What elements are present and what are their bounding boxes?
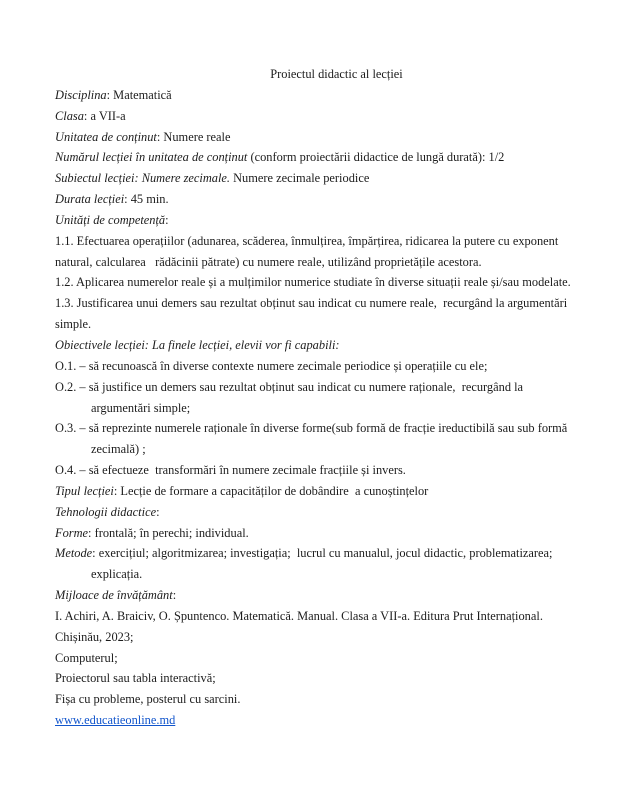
line-competenta-1-3-a (55, 293, 580, 314)
line-competenta-1-3-b (55, 314, 580, 335)
line-clasa (55, 106, 580, 127)
text-segment: (conform proiectării didactice de lungă durată): 1/2 (247, 150, 505, 165)
italic-text-segment: Durata lecției (55, 192, 125, 207)
line-obiectiv-1 (55, 356, 580, 377)
line-obiectiv-2-b (55, 398, 580, 419)
line-competenta-1-1-a (55, 231, 580, 252)
text-segment: Chișinău, 2023; (55, 629, 134, 644)
line-numarul-lectiei (55, 147, 580, 168)
text-segment: : Lecție de formare a capacităților de dobândire a cunoștințelor (113, 483, 429, 498)
italic-text-segment: Unitatea de conținut (55, 129, 157, 144)
line-mijloace (55, 585, 580, 606)
text-segment: O.3. – să reprezinte numerele raționale în diverse forme(sub formă de fracție ireductibilă sau sub formă (55, 421, 568, 436)
text-segment: : (172, 588, 177, 603)
italic-text-segment: Disciplina (55, 87, 107, 102)
text-segment: argumentări simple; (91, 400, 191, 415)
italic-text-segment: Obiectivele lecției: La finele lecției, elevii vor fi capabili: (55, 337, 340, 352)
text-segment: : exercițiul; algoritmizarea; investigația; lucrul cu manualul, jocul didactic, problematizarea; (92, 546, 553, 561)
text-segment: O.4. – să efectueze transformări în numere zecimale fracțiile și invers. (55, 463, 406, 478)
line-tipul-lectiei (55, 481, 580, 502)
text-segment: : frontală; în perechi; individual. (88, 525, 249, 540)
italic-text-segment: Forme (55, 525, 89, 540)
line-hyperlink (55, 710, 580, 731)
text-segment: O.2. – să justifice un demers sau rezultat obținut sau indicat cu numere raționale, recurgând la (55, 379, 524, 394)
italic-text-segment: Mijloace de învățământ (55, 588, 173, 603)
text-segment: natural, calcularea rădăcinii pătrate) cu numere reale, utilizând proprietățile acestora. (55, 254, 482, 269)
italic-text-segment: Tipul lecției (55, 483, 114, 498)
line-fisa (55, 689, 580, 710)
line-competenta-1-1-b (55, 252, 580, 273)
line-obiectivele-lectiei (55, 335, 580, 356)
italic-text-segment: Tehnologii didactice (55, 504, 157, 519)
line-tehnologii-didactice (55, 502, 580, 523)
text-segment: Computerul; (55, 650, 118, 665)
text-segment: : a VII-a (83, 108, 126, 123)
line-forme (55, 523, 580, 544)
line-durata-lectiei (55, 189, 580, 210)
text-segment: 1.1. Efectuarea operațiilor (adunarea, scăderea, înmulțirea, împărțirea, ridicarea la putere cu exponent (55, 233, 559, 248)
line-obiectiv-4 (55, 460, 580, 481)
italic-text-segment: Clasa (55, 108, 84, 123)
italic-text-segment: Unități de competență (55, 212, 166, 227)
text-segment: 1.3. Justificarea unui demers sau rezultat obținut sau indicat cu numere reale, recurgând la argumentări (55, 296, 568, 311)
text-segment: Proiectorul sau tabla interactivă; (55, 671, 216, 686)
line-competenta-1-2 (55, 272, 580, 293)
text-segment: I. Achiri, A. Braiciv, O. Șpuntenco. Matematică. Manual. Clasa a VII-a. Editura Prut Internațional. (55, 608, 543, 623)
text-segment: simple. (55, 317, 92, 332)
italic-text-segment: Subiectul lecției: Numere zecimale. (55, 171, 231, 186)
text-segment: Proiectul didactic al lecției (270, 67, 403, 81)
text-segment: : Numere reale (156, 129, 231, 144)
line-proiectorul (55, 668, 580, 689)
text-segment: explicația. (91, 567, 143, 582)
line-computerul (55, 648, 580, 669)
text-segment: zecimală) ; (91, 442, 146, 457)
line-metode-b (55, 564, 580, 585)
line-unitatea-de-continut (55, 127, 580, 148)
text-segment: 1.2. Aplicarea numerelor reale și a mulțimilor numerice studiate în diverse situații reale și/sau modelate. (55, 275, 571, 290)
text-segment: O.1. – să recunoască în diverse contexte numere zecimale periodice și operațiile cu ele; (55, 358, 488, 373)
line-subiectul-lectiei (55, 168, 580, 189)
line-unitati-de-competenta (55, 210, 580, 231)
text-segment: : (165, 212, 169, 227)
hyperlink-educatieonline[interactable]: www.educatieonline.md (55, 713, 176, 728)
line-metode-a (55, 543, 580, 564)
text-segment: : 45 min. (124, 192, 169, 207)
line-manual-a (55, 606, 580, 627)
italic-text-segment: Metode (55, 546, 93, 561)
line-obiectiv-3-a (55, 418, 580, 439)
document-title (55, 64, 580, 85)
italic-text-segment: Numărul lecției în unitatea de conținut (55, 150, 248, 165)
text-segment: : (156, 504, 160, 519)
line-obiectiv-3-b (55, 439, 580, 460)
text-segment: : Matematică (106, 87, 172, 102)
line-obiectiv-2-a (55, 377, 580, 398)
text-segment: Fișa cu probleme, posterul cu sarcini. (55, 692, 241, 707)
text-segment: Numere zecimale periodice (230, 171, 370, 186)
line-disciplina (55, 85, 580, 106)
line-manual-b (55, 627, 580, 648)
